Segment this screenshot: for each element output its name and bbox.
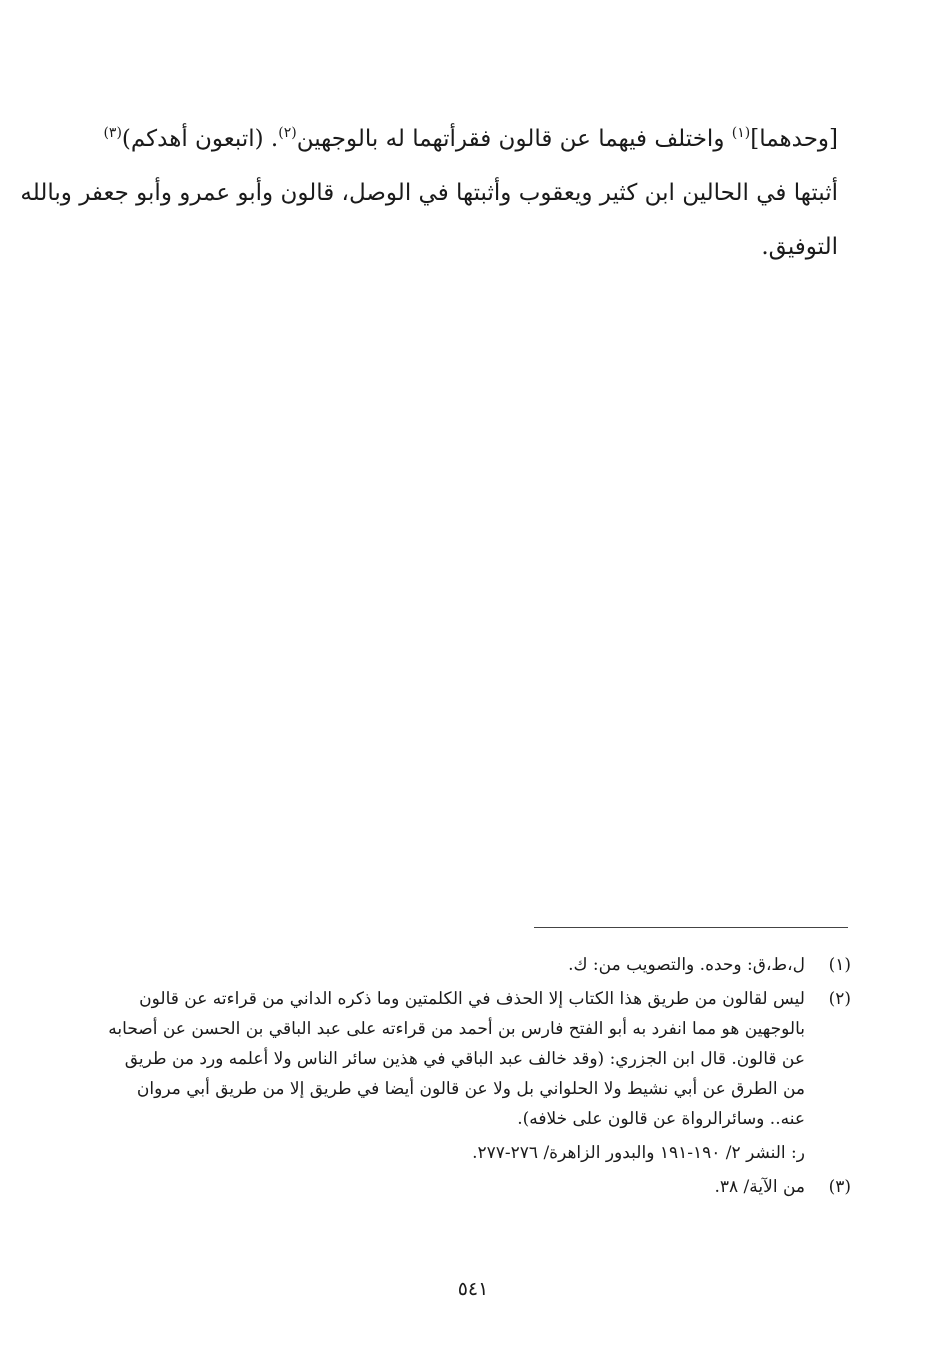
footnotes-section (91, 950, 851, 1206)
text-segment: . (اتبعون أهدكم) (121, 126, 279, 152)
footnote-line: عنه.. وسائرالرواة عن قالون على خلافه). (517, 1109, 805, 1129)
text-line (98, 112, 838, 166)
footnote-line: ل،ط،ق: وحده. والتصويب من: ك. (568, 955, 805, 975)
footnote-reference: ر: النشر ٢/ ١٩٠-١٩١ والبدور الزاهرة/ ٢٧٦-٢٧٧. (472, 1143, 805, 1163)
footnote-line: ليس لقالون من طريق هذا الكتاب إلا الحذف في الكلمتين وما ذكره الداني من قراءته عن قالون (139, 989, 805, 1009)
footnote-line: من الآية/ ٣٨. (714, 1177, 805, 1197)
footnote-item (91, 950, 851, 980)
footnote-line: من الطرق عن أبي نشيط ولا الحلواني بل ولا عن قالون أيضا في طريق إلا من طريق أبي مروان (136, 1079, 805, 1099)
text-line: أثبتها في الحالين ابن كثير ويعقوب وأثبتها في الوصل، قالون وأبو عمرو وأبو جعفر وبالله (20, 180, 838, 206)
text-segment: واختلف فيهما عن قالون فقرأتهما له بالوجهين (296, 126, 732, 152)
footnote-marker: (٢) (278, 125, 297, 141)
footnote-separator (534, 927, 848, 928)
footnote-item (91, 1172, 851, 1202)
footnote-line: بالوجهين هو مما انفرد به أبو الفتح فارس بن أحمد من قراءته على عبد الباقي بن الحسن عن أصحابه (108, 1019, 805, 1039)
footnote-number: (٢) (828, 989, 851, 1009)
footnote-number: (٣) (828, 1177, 851, 1197)
text-line: التوفيق. (761, 234, 838, 260)
page-number: ٥٤١ (457, 1278, 489, 1300)
footnote-number: (١) (828, 955, 851, 975)
footnote-item (91, 984, 851, 1134)
main-text (20, 112, 838, 274)
footnote-line: عن قالون. قال ابن الجزري: (وقد خالف عبد الباقي في هذين سائر الناس ولا أعلمه ورد من طريق (124, 1049, 805, 1069)
footnote-marker: (٣) (103, 125, 122, 141)
text-segment: [وحدهما] (750, 126, 838, 152)
footnote-marker: (١) (731, 125, 751, 141)
